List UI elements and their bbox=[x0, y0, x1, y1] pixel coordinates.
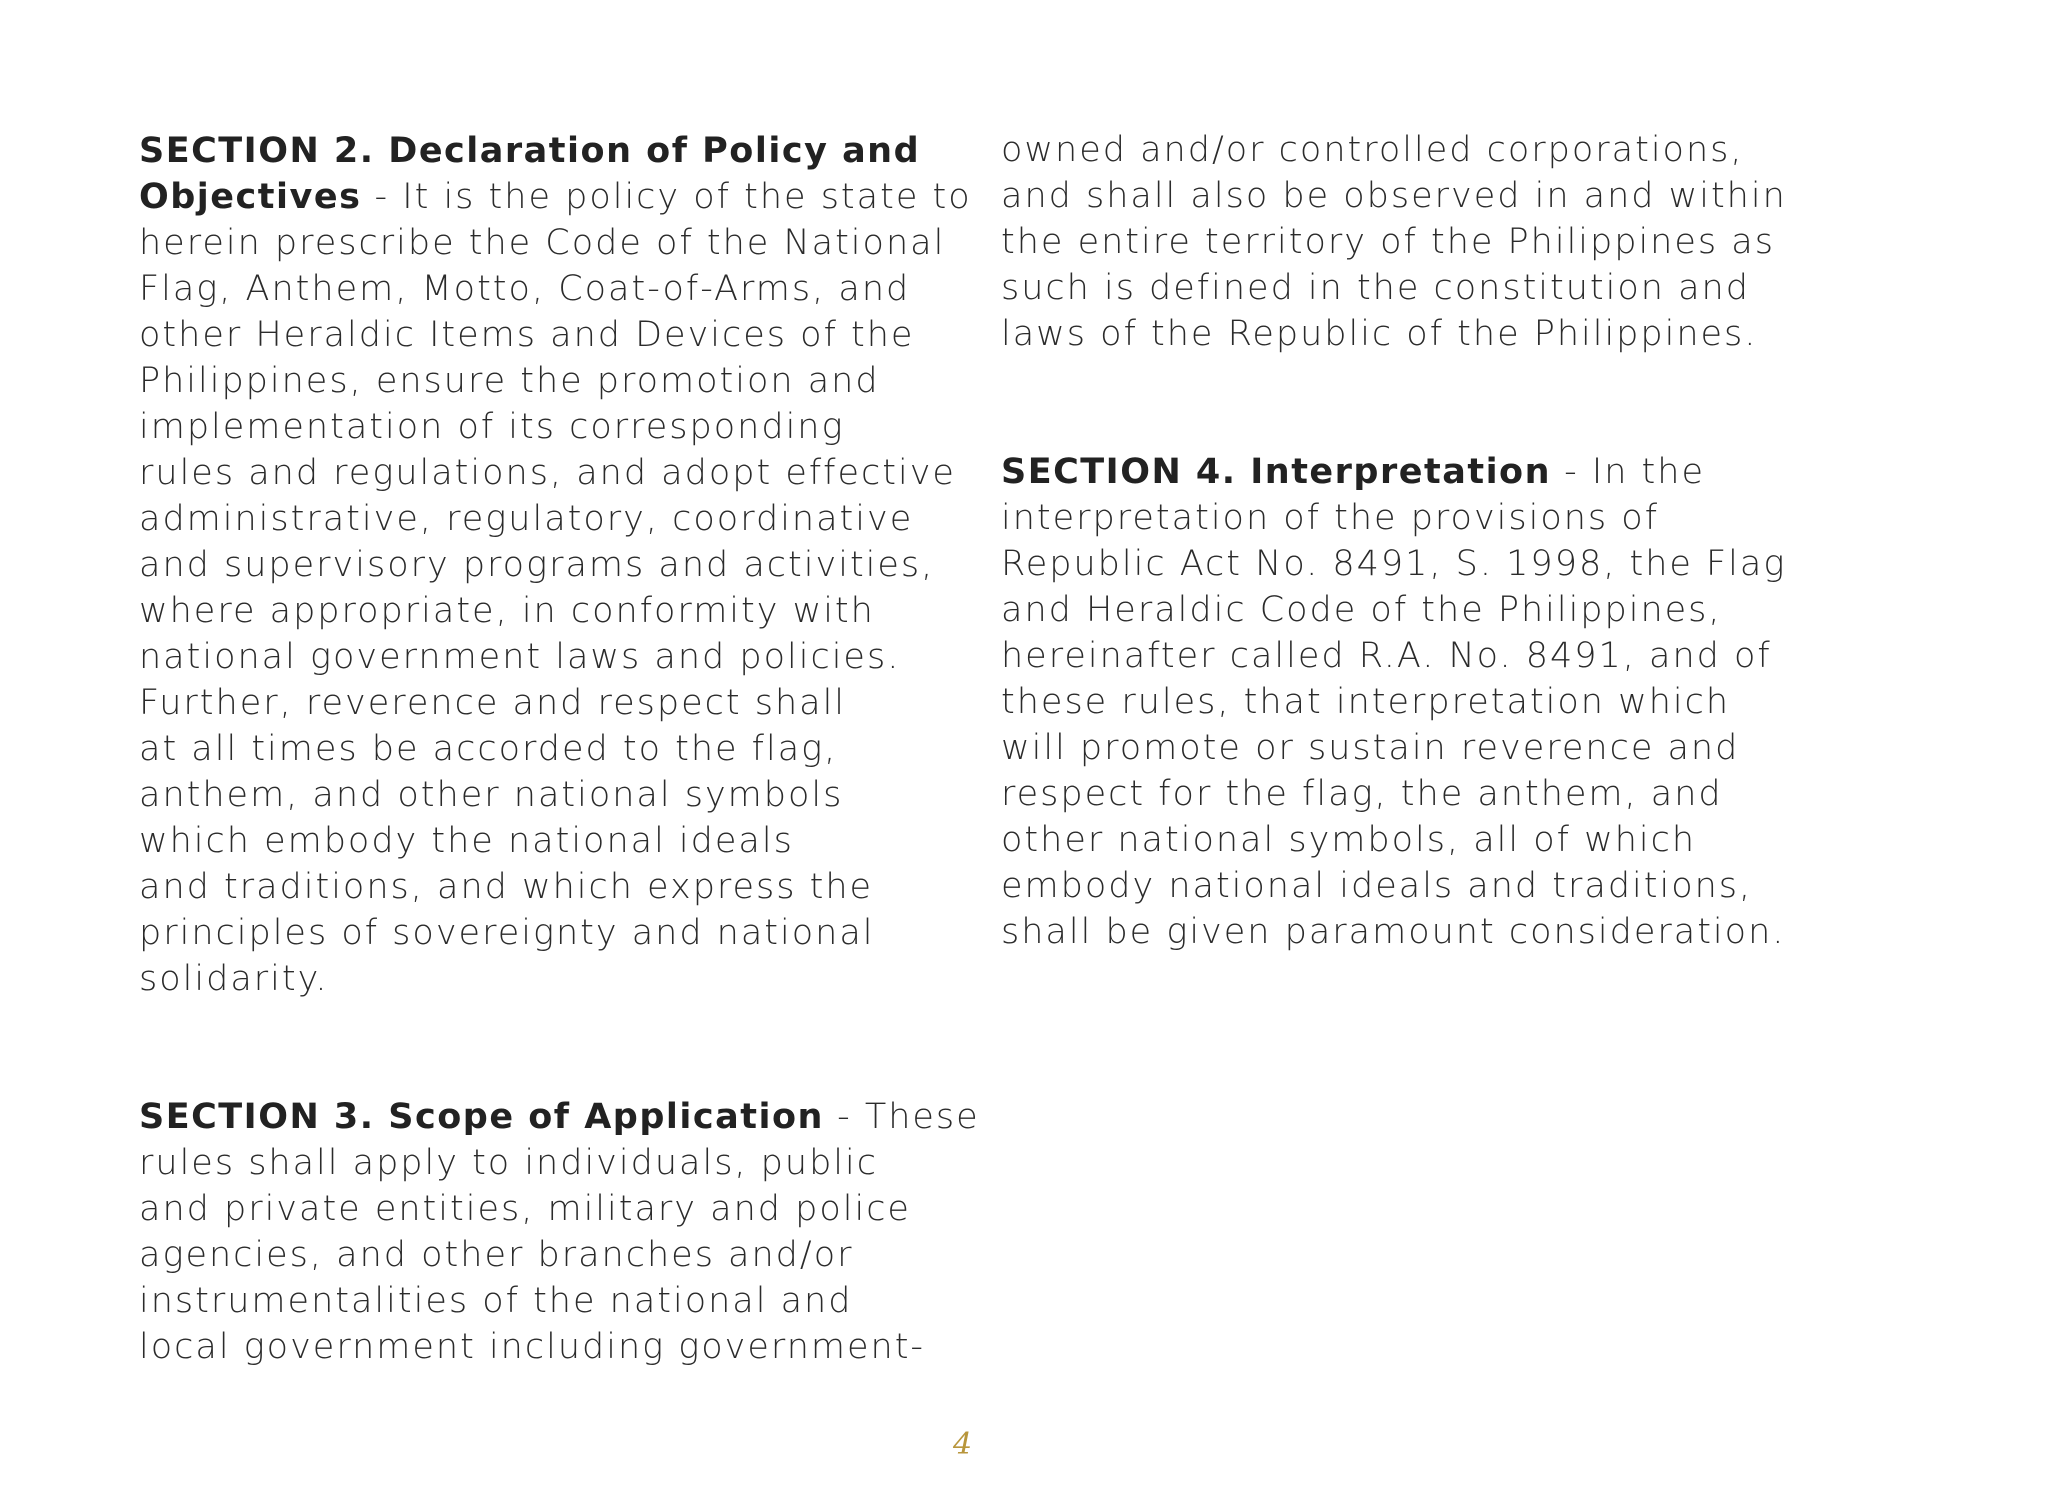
section-2-body-line: other Heraldic Items and Devices of the bbox=[139, 315, 915, 355]
section-3-body-line: agencies, and other branches and/or bbox=[139, 1235, 854, 1275]
section-4-heading-line bbox=[1001, 449, 1811, 495]
section-2-body-line: Flag, Anthem, Motto, Coat-of-Arms, and bbox=[139, 269, 911, 309]
paragraph-spacer bbox=[139, 1002, 949, 1094]
section-3-body-line: and private entities, military and police bbox=[139, 1189, 911, 1229]
section-2-body-line: which embody the national ideals bbox=[139, 821, 794, 861]
section-4-body-line: respect for the flag, the anthem, and bbox=[1001, 774, 1723, 814]
section-2-heading-line-1: SECTION 2. Declaration of Policy and bbox=[139, 131, 921, 171]
section-4-body-line: will promote or sustain reverence and bbox=[1001, 728, 1740, 768]
section-2-body-line: implementation of its corresponding bbox=[139, 407, 845, 447]
section-4 bbox=[1001, 449, 1811, 955]
right-column bbox=[1001, 127, 1811, 955]
section-3-body-line: local government including government- bbox=[139, 1327, 926, 1367]
section-2-body-line: anthem, and other national symbols bbox=[139, 775, 844, 815]
section-2-body-line: solidarity. bbox=[139, 959, 329, 999]
section-4-body-line: hereinafter called R.A. No. 8491, and of bbox=[1001, 636, 1772, 676]
section-2-body-line: and traditions, and which express the bbox=[139, 867, 874, 907]
section-4-heading: SECTION 4. Interpretation bbox=[1001, 452, 1552, 492]
section-2 bbox=[139, 128, 972, 1002]
section-3-continued-line: the entire territory of the Philippines as bbox=[1001, 222, 1775, 262]
left-column bbox=[139, 128, 980, 1370]
section-3-heading-line bbox=[139, 1094, 980, 1140]
section-4-body-line: embody national ideals and traditions, bbox=[1001, 866, 1753, 906]
section-2-body-line: herein prescribe the Code of the National bbox=[139, 223, 946, 263]
section-2-body-line: Further, reverence and respect shall bbox=[139, 683, 847, 723]
section-2-body-line: and supervisory programs and activities, bbox=[139, 545, 935, 585]
section-2-body-line: administrative, regulatory, coordinative bbox=[139, 499, 914, 539]
section-3 bbox=[139, 1094, 980, 1370]
section-2-body-line: where appropriate, in conformity with bbox=[139, 591, 875, 631]
section-2-heading-line-2-bold: Objectives bbox=[139, 177, 362, 217]
section-2-body-line: at all times be accorded to the flag, bbox=[139, 729, 838, 769]
section-4-body-line: shall be given paramount consideration. bbox=[1001, 912, 1786, 952]
paragraph-spacer bbox=[1001, 357, 1811, 449]
section-3-body-line: rules shall apply to individuals, public bbox=[139, 1143, 878, 1183]
section-4-body-line: and Heraldic Code of the Philippines, bbox=[1001, 590, 1722, 630]
section-3-continued-line: and shall also be observed in and within bbox=[1001, 176, 1787, 216]
section-4-body-line: these rules, that interpretation which bbox=[1001, 682, 1731, 722]
section-4-body-line: Republic Act No. 8491, S. 1998, the Flag bbox=[1001, 544, 1787, 584]
section-2-heading-line-2 bbox=[139, 174, 972, 220]
section-2-body-line: national government laws and policies. bbox=[139, 637, 901, 677]
section-4-line-1-text: - In the bbox=[1551, 452, 1705, 492]
section-3-continued-line: owned and/or controlled corporations, bbox=[1001, 130, 1744, 170]
section-2-body-line: Philippines, ensure the promotion and bbox=[139, 361, 880, 401]
section-3-body-line: instrumentalities of the national and bbox=[139, 1281, 853, 1321]
section-2-line-2-text: - It is the policy of the state to bbox=[361, 177, 972, 217]
section-3-continued-line: such is defined in the constitution and bbox=[1001, 268, 1750, 308]
section-3-line-1-text: - These bbox=[823, 1097, 980, 1137]
section-4-body-line: interpretation of the provisions of bbox=[1001, 498, 1660, 538]
section-4-body-line: other national symbols, all of which bbox=[1001, 820, 1697, 860]
section-3-heading: SECTION 3. Scope of Application bbox=[139, 1097, 824, 1137]
section-3-continued-line: laws of the Republic of the Philippines. bbox=[1001, 314, 1758, 354]
section-3-continued bbox=[1001, 127, 1811, 357]
section-2-body-line: principles of sovereignty and national bbox=[139, 913, 875, 953]
page-number: 4 bbox=[953, 1427, 973, 1462]
section-2-body-line: rules and regulations, and adopt effective bbox=[139, 453, 956, 493]
